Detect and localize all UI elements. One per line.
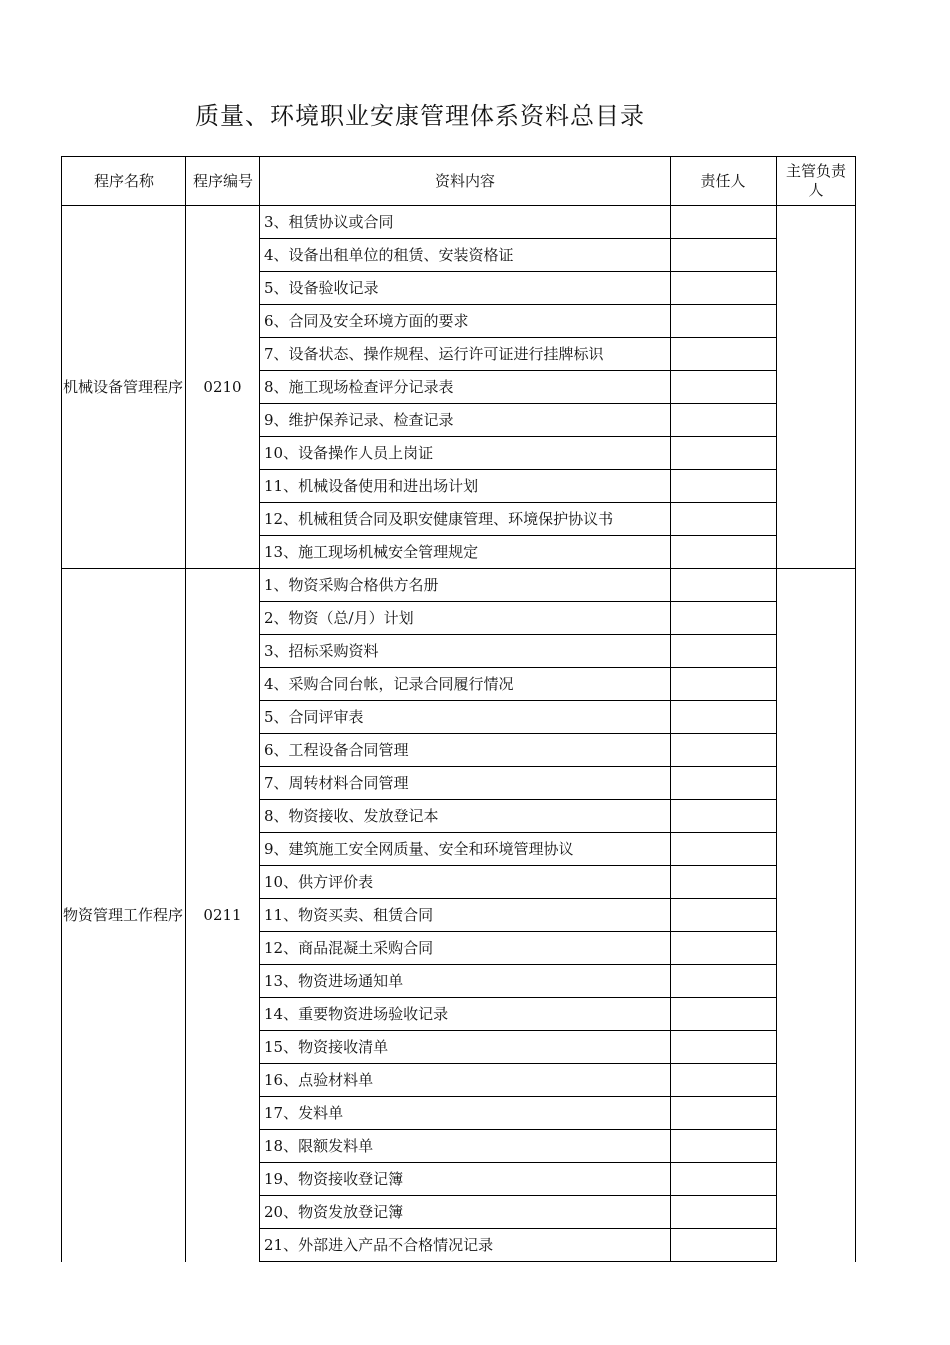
header-content: 资料内容 — [434, 172, 495, 190]
content-item: 1、物资采购合格供方名册 — [264, 576, 439, 594]
content-item: 10、供方评价表 — [264, 873, 374, 891]
content-item: 7、设备状态、操作规程、运行许可证进行挂牌标识 — [264, 345, 604, 363]
content-item: 15、物资接收清单 — [264, 1038, 389, 1056]
header-program-name: 程序名称 — [93, 172, 154, 190]
header-responsible: 责任人 — [700, 172, 746, 190]
content-item: 11、物资买卖、租赁合同 — [264, 906, 434, 924]
content-item: 5、合同评审表 — [264, 708, 364, 726]
content-item: 18、限额发料单 — [264, 1137, 374, 1155]
grid-line — [61, 156, 62, 1262]
content-item: 20、物资发放登记簿 — [264, 1203, 404, 1221]
content-item: 21、外部进入产品不合格情况记录 — [264, 1236, 494, 1254]
content-item: 4、设备出租单位的租赁、安装资格证 — [264, 246, 514, 264]
content-item: 8、施工现场检查评分记录表 — [264, 378, 454, 396]
content-item: 7、周转材料合同管理 — [264, 774, 409, 792]
grid-line — [61, 156, 856, 157]
content-item: 3、招标采购资料 — [264, 642, 379, 660]
content-item: 19、物资接收登记簿 — [264, 1170, 404, 1188]
content-item: 6、合同及安全环境方面的要求 — [264, 312, 469, 330]
content-item: 6、工程设备合同管理 — [264, 741, 409, 759]
program-name-cell: 物资管理工作程序 — [63, 905, 184, 924]
grid-line — [855, 156, 856, 1262]
page-title: 质量、环境职业安康管理体系资料总目录 — [195, 102, 645, 130]
program-code-cell: 0210 — [203, 377, 242, 396]
content-item: 10、设备操作人员上岗证 — [264, 444, 434, 462]
program-code-cell: 0211 — [203, 905, 242, 924]
grid-line — [259, 1261, 777, 1262]
content-item: 9、维护保养记录、检查记录 — [264, 411, 454, 429]
content-item: 16、点验材料单 — [264, 1071, 374, 1089]
content-item: 5、设备验收记录 — [264, 279, 379, 297]
content-item: 11、机械设备使用和进出场计划 — [264, 477, 479, 495]
program-name-cell: 机械设备管理程序 — [63, 377, 184, 396]
content-item: 17、发料单 — [264, 1104, 344, 1122]
content-item: 13、物资进场通知单 — [264, 972, 404, 990]
header-supervisor: 主管负责人 — [785, 162, 846, 199]
header-program-code: 程序编号 — [192, 172, 253, 190]
content-item: 4、采购合同台帐，记录合同履行情况 — [264, 675, 514, 693]
content-item: 12、商品混凝土采购合同 — [264, 939, 434, 957]
content-item: 2、物资（总/月）计划 — [264, 609, 414, 627]
content-item: 8、物资接收、发放登记本 — [264, 807, 439, 825]
content-item: 14、重要物资进场验收记录 — [264, 1005, 449, 1023]
content-item: 12、机械租赁合同及职安健康管理、环境保护协议书 — [264, 510, 614, 528]
content-item: 9、建筑施工安全网质量、安全和环境管理协议 — [264, 840, 574, 858]
content-item: 13、施工现场机械安全管理规定 — [264, 543, 479, 561]
content-item: 3、租赁协议或合同 — [264, 213, 394, 231]
